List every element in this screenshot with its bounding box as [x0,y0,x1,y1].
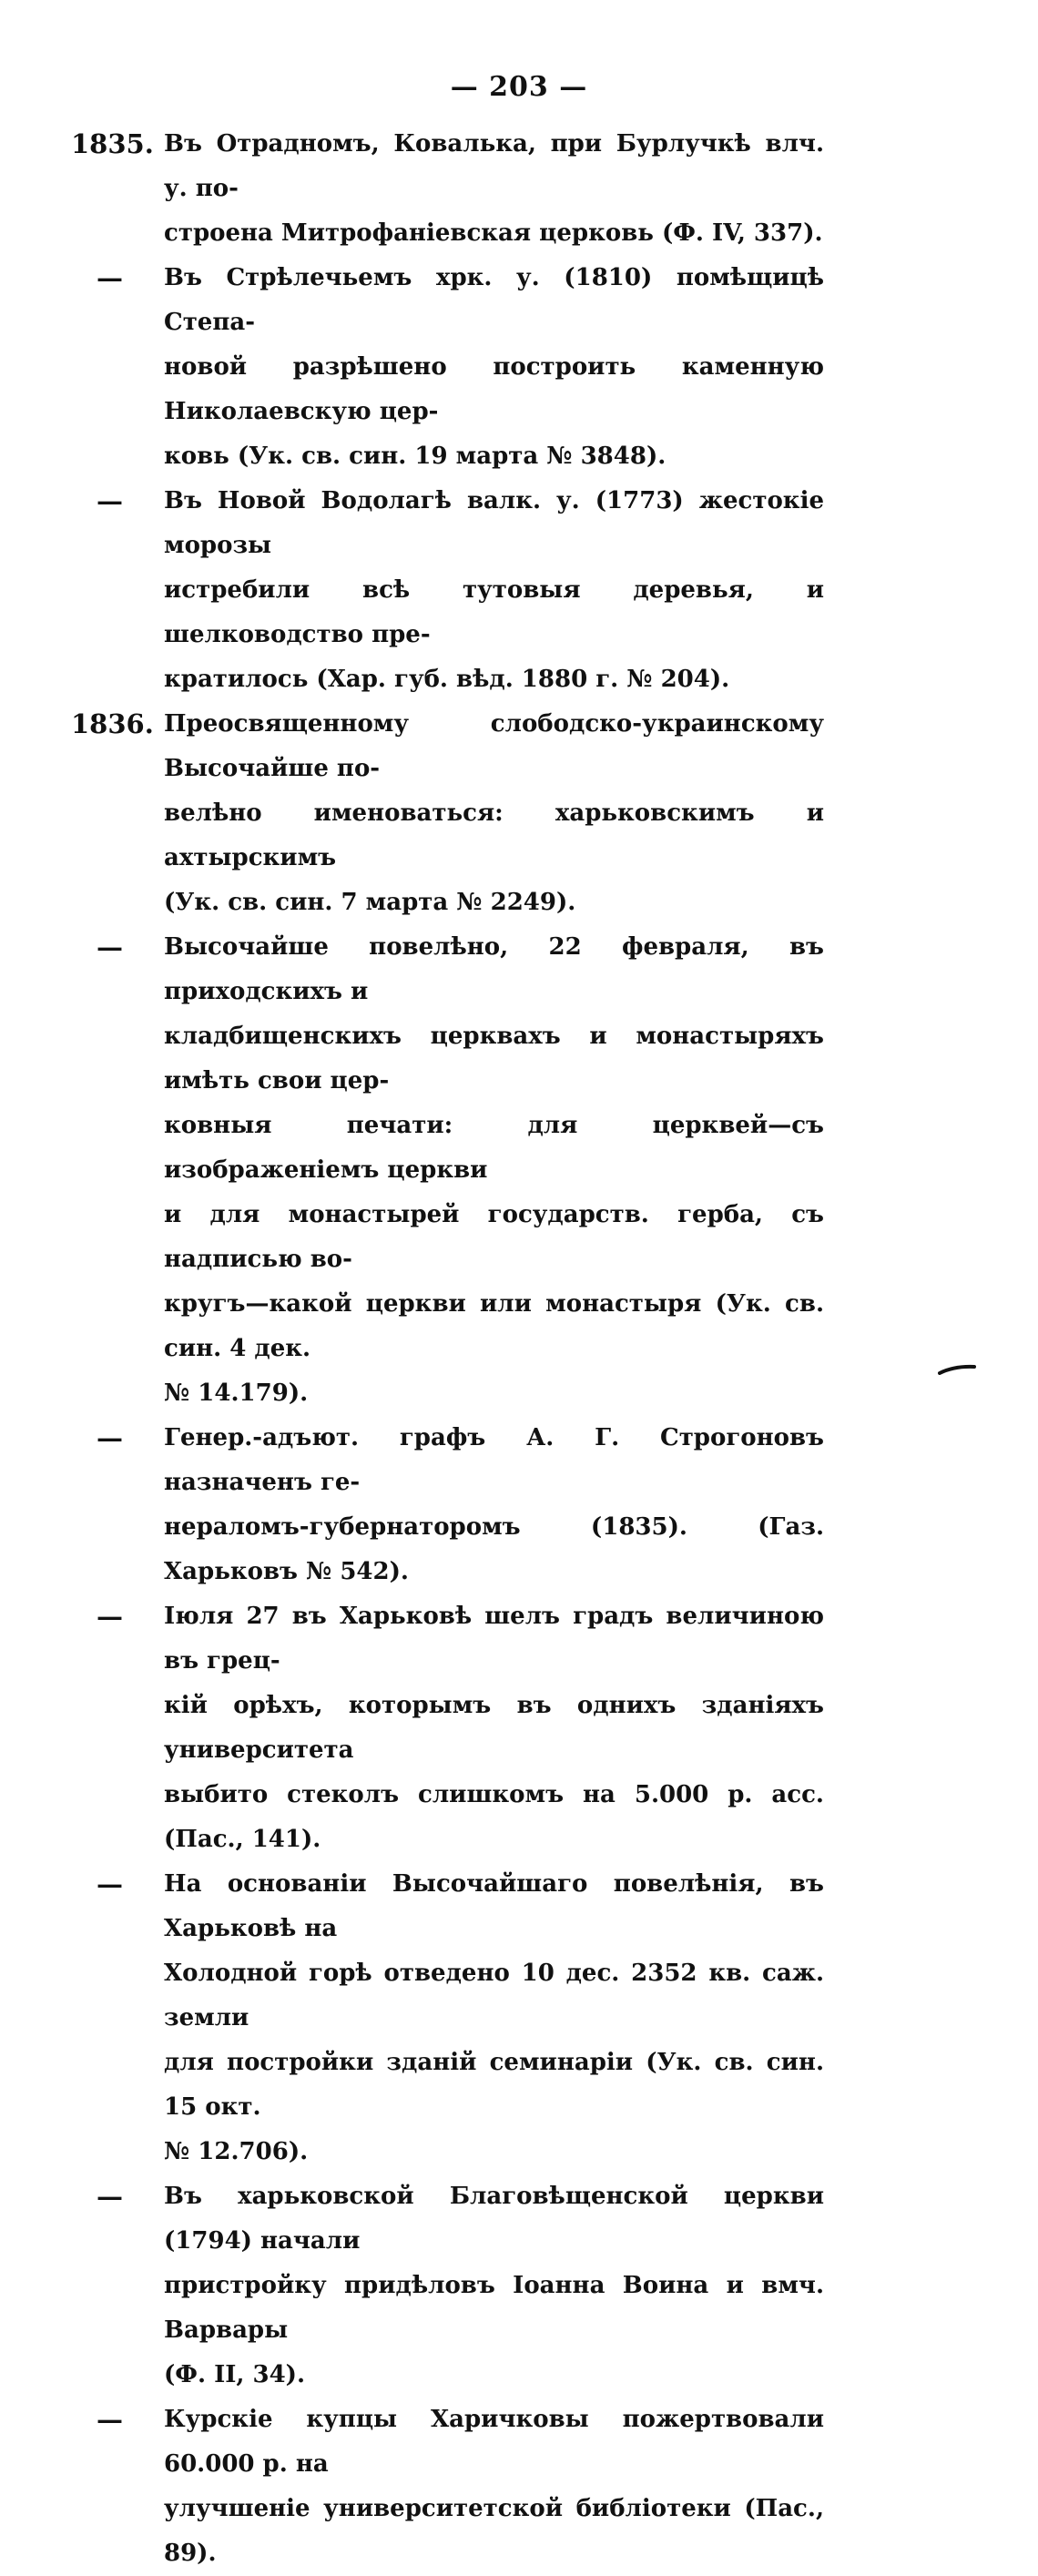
entry-text-line: улучшеніе университетской библіотеки (Пас., 89). [164,2495,824,2567]
entry-text-line: Въ харьковской Благовѣщенской церкви (1794) начали [164,2183,824,2255]
chronicle-entry [0,122,1038,256]
chronicle-entry [0,925,1038,1416]
ink-mark-decoration [938,1364,976,1375]
entry-dash-marker: — [97,1601,123,1632]
entry-dash-marker: — [97,932,123,962]
chronicle-entry [0,1862,1038,2174]
entry-text-line: пристройку придѣловъ Іоанна Воина и вмч. Варвары [164,2272,824,2344]
entry-text-line: Въ Стрѣлечьемъ хрк. у. (1810) помѣщицѣ Степа- [164,264,824,336]
entry-text-line: и для монастырей государств. герба, съ надписью во- [164,1201,824,1273]
page-number: — 203 — [450,71,588,103]
entry-text-line: истребили всѣ тутовыя деревья, и шелководство пре- [164,576,824,648]
entry-text [164,479,824,702]
entry-text [164,702,824,925]
chronicle-entry [0,479,1038,702]
entry-text-line: Преосвященному слободско-украинскому Высочайше по- [164,710,824,782]
entry-text [164,122,824,256]
entry-dash-marker: — [97,1422,123,1453]
entry-text-line: ковныя печати: для церквей—съ изображеніемъ церкви [164,1112,824,1184]
entry-text-line: кратилось (Хар. губ. вѣд. 1880 г. № 204). [164,666,730,693]
entry-dash-marker: — [97,485,123,516]
chronicle-entry [0,702,1038,925]
entry-dash-marker: — [97,2404,123,2435]
entry-text-line: Въ Новой Водолагѣ валк. у. (1773) жестокіе морозы [164,487,824,559]
entry-text-line: выбито стеколъ слишкомъ на 5.000 р. асс. (Пас., 141). [164,1781,824,1853]
entry-text-line: Въ Отрадномъ, Ковалька, при Бурлучкѣ влч. у. по- [164,130,824,202]
entry-dash-marker: — [97,262,123,293]
entry-text-line: строена Митрофаніевская церковь (Ф. IV, 337). [164,219,823,247]
entry-text-line: кругъ—какой церкви или монастыря (Ук. св. син. 4 дек. [164,1290,824,1362]
chronicle-entry [0,1594,1038,1862]
entry-text-line: (Ук. св. син. 7 марта № 2249). [164,889,576,916]
entry-year-marker: 1835. [71,128,154,159]
entry-text-line: ковь (Ук. св. син. 19 марта № 3848). [164,443,667,470]
entry-text [164,1416,824,1594]
entry-text-line: Курскіе купцы Харичковы пожертвовали 60.000 р. на [164,2406,824,2478]
entry-text-line: № 12.706). [164,2138,309,2165]
entry-text-line: № 14.179). [164,1380,309,1407]
chronicle-entry [0,2174,1038,2398]
entry-text-line: (Ф. II, 34). [164,2361,306,2388]
chronicle-entry [0,2398,1038,2576]
entry-text-line: кій орѣхъ, которымъ въ однихъ зданіяхъ университета [164,1692,824,1764]
chronicle-entry [0,1416,1038,1594]
entry-text [164,925,824,1416]
entry-text [164,1594,824,1862]
entry-text [164,256,824,479]
entry-year-marker: 1836. [71,708,154,739]
entry-text-line: На основаніи Высочайшаго повелѣнія, въ Харьковѣ на [164,1870,824,1942]
entry-text-line: Іюля 27 въ Харьковѣ шелъ градъ величиною въ грец- [164,1603,824,1675]
entry-text [164,2174,824,2398]
entry-dash-marker: — [97,2181,123,2212]
entry-text-line: велѣно именоваться: харьковскимъ и ахтырскимъ [164,799,824,871]
entry-text-line: Холодной горѣ отведено 10 дес. 2352 кв. саж. земли [164,1960,824,2031]
entry-text-line: кладбищенскихъ церквахъ и монастыряхъ имѣть свои цер- [164,1023,824,1095]
entry-text [164,1862,824,2174]
entry-text-line: Высочайше повелѣно, 22 февраля, въ приходскихъ и [164,933,824,1005]
entry-text [164,2398,824,2576]
entry-text-line: Генер.-адъют. графъ А. Г. Строгоновъ назначенъ ге- [164,1424,824,1496]
entries-list [0,122,1038,2576]
entry-text-line: для постройки зданій семинаріи (Ук. св. син. 15 окт. [164,2049,824,2121]
entry-text-line: новой разрѣшено построить каменную Николаевскую цер- [164,353,824,425]
entry-text-line: нераломъ-губернаторомъ (1835). (Газ. Харьковъ № 542). [164,1513,824,1585]
entry-dash-marker: — [97,1868,123,1899]
chronicle-entry [0,256,1038,479]
